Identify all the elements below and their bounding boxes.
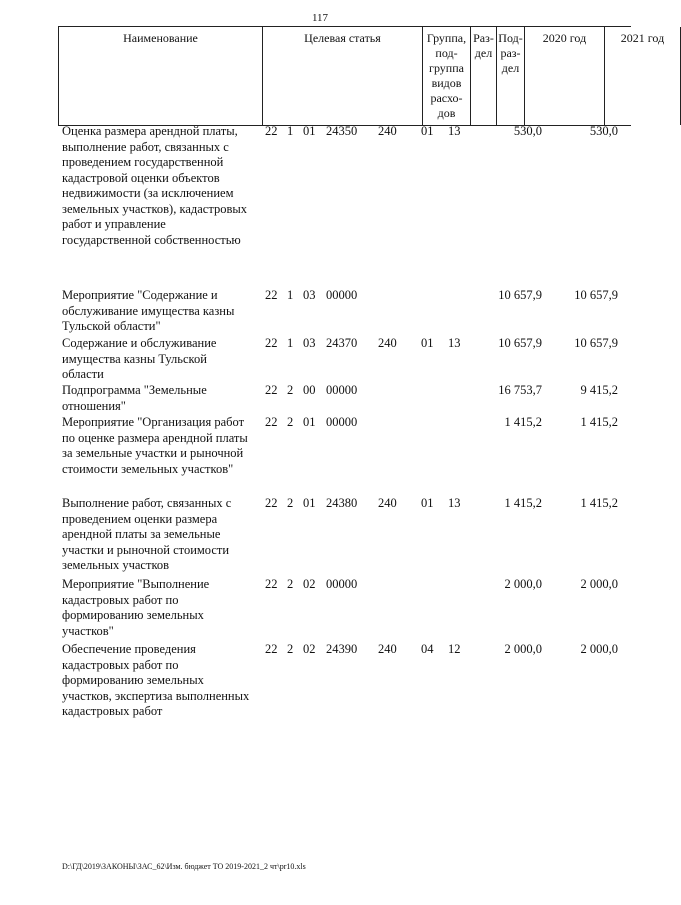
amount-2021: 2 000,0 (580, 642, 618, 656)
amount-2021: 10 657,9 (574, 336, 618, 350)
code-direction: 00000 (326, 288, 358, 302)
row-name: Мероприятие "Организация работ по оценке размера арендной платы за земельные участки и рыночной стоимости земельных участков" (62, 415, 248, 476)
table-header (58, 26, 665, 126)
amount-2020: 16 753,7 (498, 383, 542, 397)
code-direction: 00000 (326, 415, 358, 429)
row-name: Выполнение работ, связанных с проведением оценки размера арендной платы за земельные участки и рыночной стоимости земельных участков (62, 496, 232, 572)
code-direction: 24380 (326, 496, 358, 510)
code-event: 01 (303, 496, 316, 510)
header-target: Целевая статья (263, 27, 423, 125)
code-program: 22 (265, 496, 278, 510)
code-direction: 00000 (326, 383, 358, 397)
code-direction: 24350 (326, 124, 358, 138)
code-program: 22 (265, 383, 278, 397)
amount-2020: 10 657,9 (498, 336, 542, 350)
amount-2020: 2 000,0 (504, 642, 542, 656)
code-program: 22 (265, 577, 278, 591)
amount-2021: 2 000,0 (580, 577, 618, 591)
code-program: 22 (265, 642, 278, 656)
code-direction: 24370 (326, 336, 358, 350)
amount-2020: 2 000,0 (504, 577, 542, 591)
code-subprogram: 2 (287, 496, 294, 510)
expense-group: 240 (378, 336, 397, 350)
section-code: 04 (421, 642, 434, 656)
amount-2020: 1 415,2 (504, 496, 542, 510)
amount-2021: 10 657,9 (574, 288, 618, 302)
code-subprogram: 2 (287, 415, 294, 429)
code-program: 22 (265, 288, 278, 302)
code-event: 02 (303, 577, 316, 591)
code-program: 22 (265, 336, 278, 350)
row-name: Мероприятие "Выполнение кадастровых работ по формированию земельных участков" (62, 577, 210, 638)
expense-group: 240 (378, 496, 397, 510)
code-direction: 00000 (326, 577, 358, 591)
code-event: 01 (303, 415, 316, 429)
header-section: Раз- дел (471, 27, 497, 125)
amount-2021: 9 415,2 (580, 383, 618, 397)
expense-group: 240 (378, 642, 397, 656)
amount-2020: 1 415,2 (504, 415, 542, 429)
row-name: Подпрограмма "Земельные отношения" (62, 383, 207, 413)
code-event: 01 (303, 124, 316, 138)
code-subprogram: 1 (287, 336, 294, 350)
section-code: 01 (421, 336, 434, 350)
code-direction: 24390 (326, 642, 358, 656)
code-program: 22 (265, 415, 278, 429)
row-name: Оценка размера арендной платы, выполнение работ, связанных с проведением государственной кадастровой оценки объектов недвижимости (за исключением земельных участков), кадастровых работ и управление государственной собственностью (62, 124, 247, 247)
section-code: 01 (421, 124, 434, 138)
amount-2020: 10 657,9 (498, 288, 542, 302)
code-event: 03 (303, 336, 316, 350)
subsection-code: 13 (448, 496, 461, 510)
code-event: 02 (303, 642, 316, 656)
code-subprogram: 2 (287, 577, 294, 591)
subsection-code: 13 (448, 336, 461, 350)
row-name: Содержание и обслуживание имущества казны Тульской области (62, 336, 217, 381)
page-number: 117 (311, 12, 329, 24)
amount-2021: 1 415,2 (580, 415, 618, 429)
section-code: 01 (421, 496, 434, 510)
subsection-code: 13 (448, 124, 461, 138)
code-subprogram: 2 (287, 642, 294, 656)
header-name: Наименование (59, 27, 263, 125)
subsection-code: 12 (448, 642, 461, 656)
header-2020: 2020 год (525, 27, 605, 125)
row-name: Мероприятие "Содержание и обслуживание имущества казны Тульской области" (62, 288, 235, 333)
amount-2021: 530,0 (589, 124, 618, 138)
code-event: 00 (303, 383, 316, 397)
amount-2020: 530,0 (513, 124, 542, 138)
footer-file-path: D:\ГД\2019\ЗАКОНЫ\ЗАС_62\Изм. бюджет ТО 2019-2021_2 чт\pr10.xls (62, 862, 306, 871)
row-name: Обеспечение проведения кадастровых работ по формированию земельных участков, экспертиза выполненных кадастровых работ (62, 642, 250, 718)
code-subprogram: 1 (287, 124, 294, 138)
amount-2021: 1 415,2 (580, 496, 618, 510)
header-group: Группа, под- группа видов расхо- дов (423, 27, 471, 125)
code-program: 22 (265, 124, 278, 138)
code-event: 03 (303, 288, 316, 302)
code-subprogram: 2 (287, 383, 294, 397)
header-2021: 2021 год (605, 27, 681, 125)
expense-group: 240 (378, 124, 397, 138)
code-subprogram: 1 (287, 288, 294, 302)
header-subsection: Под- раз- дел (497, 27, 525, 125)
